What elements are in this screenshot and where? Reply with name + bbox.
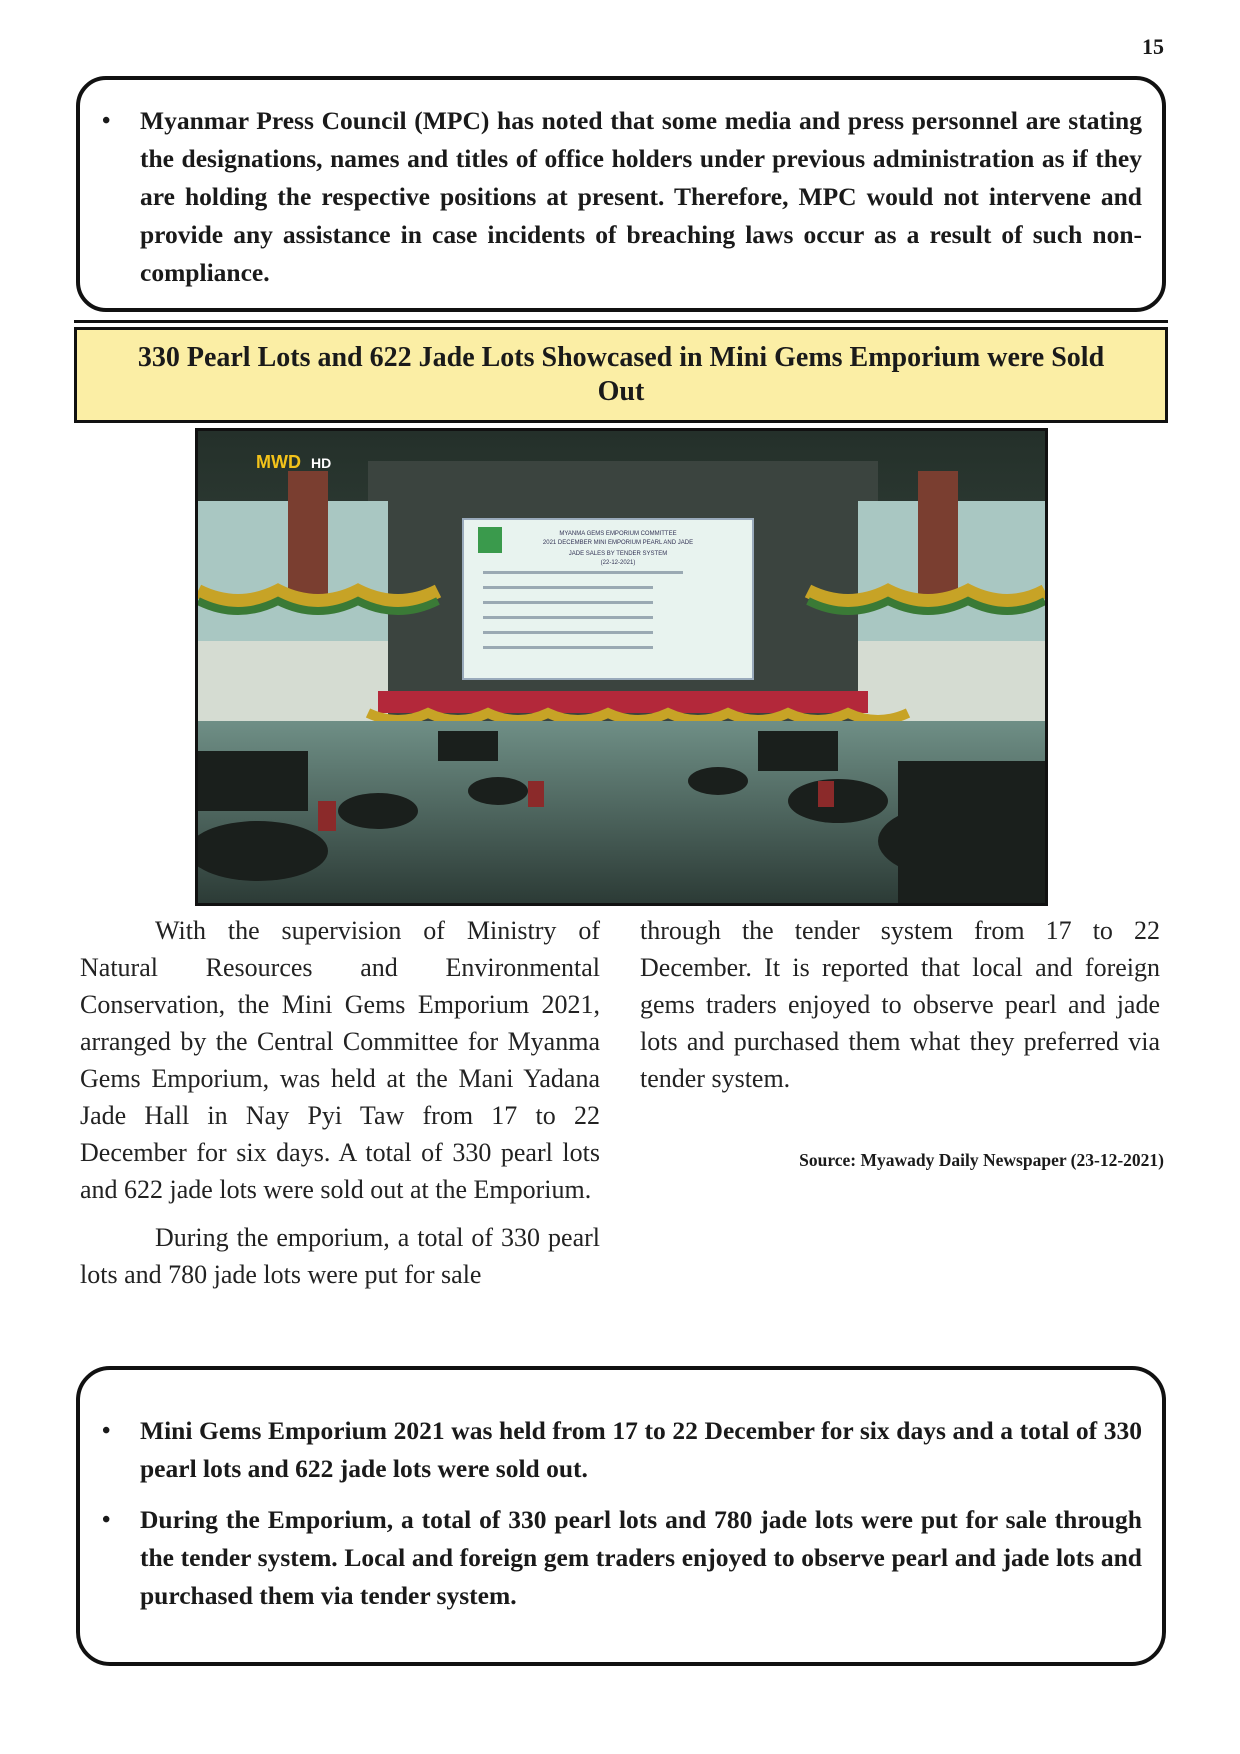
article-title-box — [74, 327, 1168, 423]
screen-heading-2: 2021 DECEMBER MINI EMPORIUM PEARL AND JADE — [542, 540, 694, 546]
divider — [74, 320, 1168, 323]
channel-hd-label: HD — [311, 455, 332, 471]
screen-heading-1: MYANMA GEMS EMPORIUM COMMITTEE — [559, 531, 677, 537]
article-paragraph: through the tender system from 17 to 22 December. It is reported that local and foreign gems traders enjoyed to observe pearl and jade lots and purchased them what they preferred via tender system. — [640, 916, 1160, 1093]
article-right-column — [640, 912, 1160, 1108]
screen-heading-4: (22-12-2021) — [600, 560, 636, 566]
summary-box — [76, 1366, 1166, 1666]
summary-list — [100, 1412, 1142, 1628]
article-left-column — [80, 912, 600, 1304]
notice-box — [76, 76, 1166, 312]
summary-item: • Mini Gems Emporium 2021 was held from 17 to 22 December for six days and a total of 330 pearl lots and 622 jade lots were sold out. — [100, 1412, 1142, 1488]
article-photo — [195, 428, 1048, 906]
article-paragraph: During the emporium, a total of 330 pearl lots and 780 jade lots were put for sale — [80, 1223, 600, 1289]
article-paragraph: With the supervision of Ministry of Natural Resources and Environmental Conservation, the Mini Gems Emporium 2021, arranged by the Central Committee for Myanma Gems Emporium, was held at the Mani Yadana Jade Hall in Nay Pyi Taw from 17 to 22 December for six days. A total of 330 pearl lots and 622 jade lots were sold out at the Emporium. — [80, 916, 600, 1204]
article-title: 330 Pearl Lots and 622 Jade Lots Showcased in Mini Gems Emporium were Sold Out — [137, 342, 1105, 407]
article-source: Source: Myawady Daily Newspaper (23-12-2021) — [799, 1150, 1164, 1170]
screen-heading-3: JADE SALES BY TENDER SYSTEM — [568, 551, 668, 557]
channel-logo: MWD — [256, 452, 301, 472]
notice-list — [100, 102, 1142, 292]
summary-item: • During the Emporium, a total of 330 pearl lots and 780 jade lots were put for sale through the tender system. Local and foreign gem traders enjoyed to observe pearl and jade lots and purchased them via tender system. — [100, 1501, 1142, 1615]
notice-item: • Myanmar Press Council (MPC) has noted that some media and press personnel are stating the designations, names and titles of office holders under previous administration as if they are holding the respective positions at present. Therefore, MPC would not intervene and provide any assistance in case incidents of breaching laws occur as a result of such non-compliance. — [100, 102, 1142, 292]
page-number: 15 — [1142, 34, 1164, 59]
